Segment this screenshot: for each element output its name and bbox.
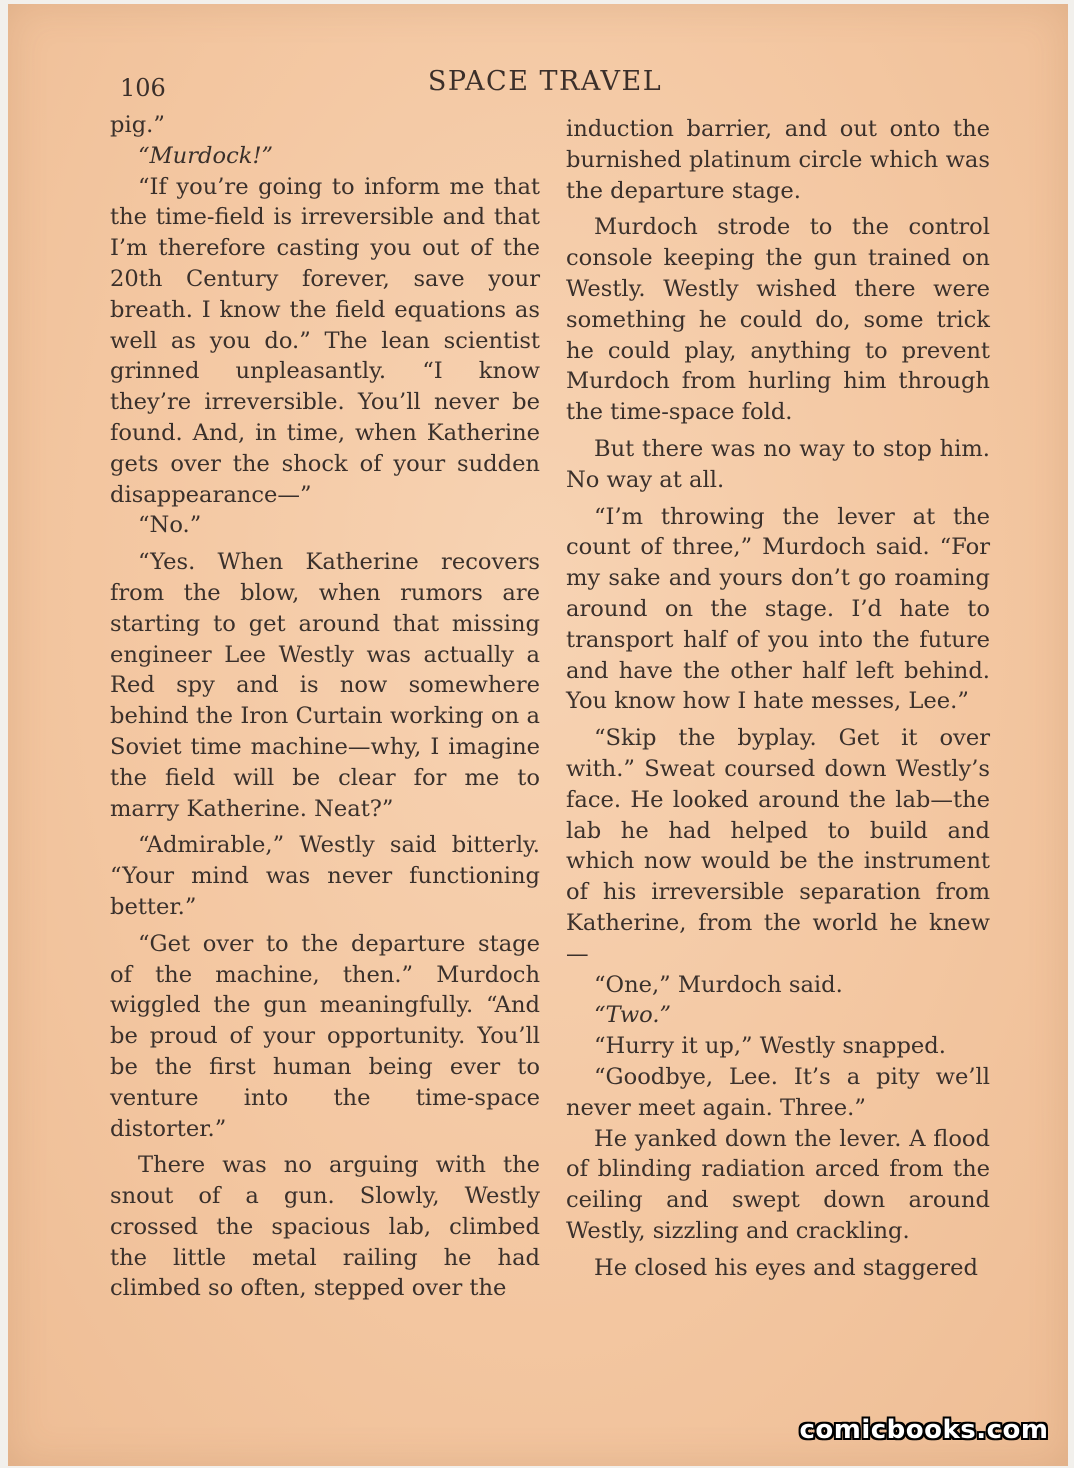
paragraph: induction barrier, and out onto the burnished platinum circle which was the departure stage. [566,116,990,204]
paragraph: “I’m throwing the lever at the count of three,” Murdoch said. “For my sake and yours don’t go roaming around on the stage. I’d hate to transport half of you into the future and have the other half left behind. You know how I hate messes, Lee.” [566,503,990,715]
paragraph: “Skip the byplay. Get it over with.” Sweat coursed down Westly’s face. He looked around the lab—the lab he had helped to build and which now would be the instrument of his irreversible separation from Katherine, from the world he knew— [566,725,990,967]
paragraph: “Two.” [594,1002,672,1029]
text-column-left [110,110,540,1304]
text-column-right [566,114,990,1283]
paragraph: pig.” [110,112,165,138]
paragraph: He yanked down the lever. A flood of blinding radiation arced from the ceiling and swept down around Westly, sizzling and crackling. [566,1125,990,1244]
paragraph: “If you’re going to inform me that the time-field is irreversible and that I’m therefore casting you out of the 20th Century forever, save your breath. I know the field equations as well as you do.” The lean scientist grinned unpleasantly. “I know they’re irreversible. You’ll never be found. And, in time, when Katherine gets over the shock of your sudden disappearance—” [110,173,540,508]
paragraph: “One,” Murdoch said. [594,971,843,998]
site-watermark: comicbooks.com [799,1415,1049,1445]
paragraph: “Hurry it up,” Westly snapped. [594,1033,946,1060]
paragraph: There was no arguing with the snout of a gun. Slowly, Westly crossed the spacious lab, climbed the little metal railing he had climbed so often, stepped over the [110,1152,540,1302]
paragraph: “Admirable,” Westly said bitterly. “Your mind was never functioning better.” [110,832,540,920]
paragraph: “Goodbye, Lee. It’s a pity we’ll never meet again. Three.” [566,1063,990,1121]
page-number: 106 [120,74,166,102]
running-title: SPACE TRAVEL [427,66,663,97]
paragraph: Murdoch strode to the control console keeping the gun trained on Westly. Westly wished there were something he could do, some trick he could play, anything to prevent Murdoch from hurling him through the time-space fold. [566,214,990,426]
paragraph: “Murdock!” [138,142,274,169]
paragraph: But there was no way to stop him. No way at all. [566,435,990,493]
paragraph: He closed his eyes and staggered [594,1254,978,1281]
paragraph: “Yes. When Katherine recovers from the blow, when rumors are starting to get around that missing engineer Lee Westly was actually a Red spy and is now somewhere behind the Iron Curtain working on a Soviet time machine—why, I imagine the field will be clear for me to marry Katherine. Neat?” [110,549,540,822]
paragraph: “Get over to the departure stage of the machine, then.” Murdoch wiggled the gun meaningfully. “And be proud of your opportunity. You’ll be the first human being ever to venture into the time-space distorter.” [110,930,540,1142]
paragraph: “No.” [138,512,202,539]
